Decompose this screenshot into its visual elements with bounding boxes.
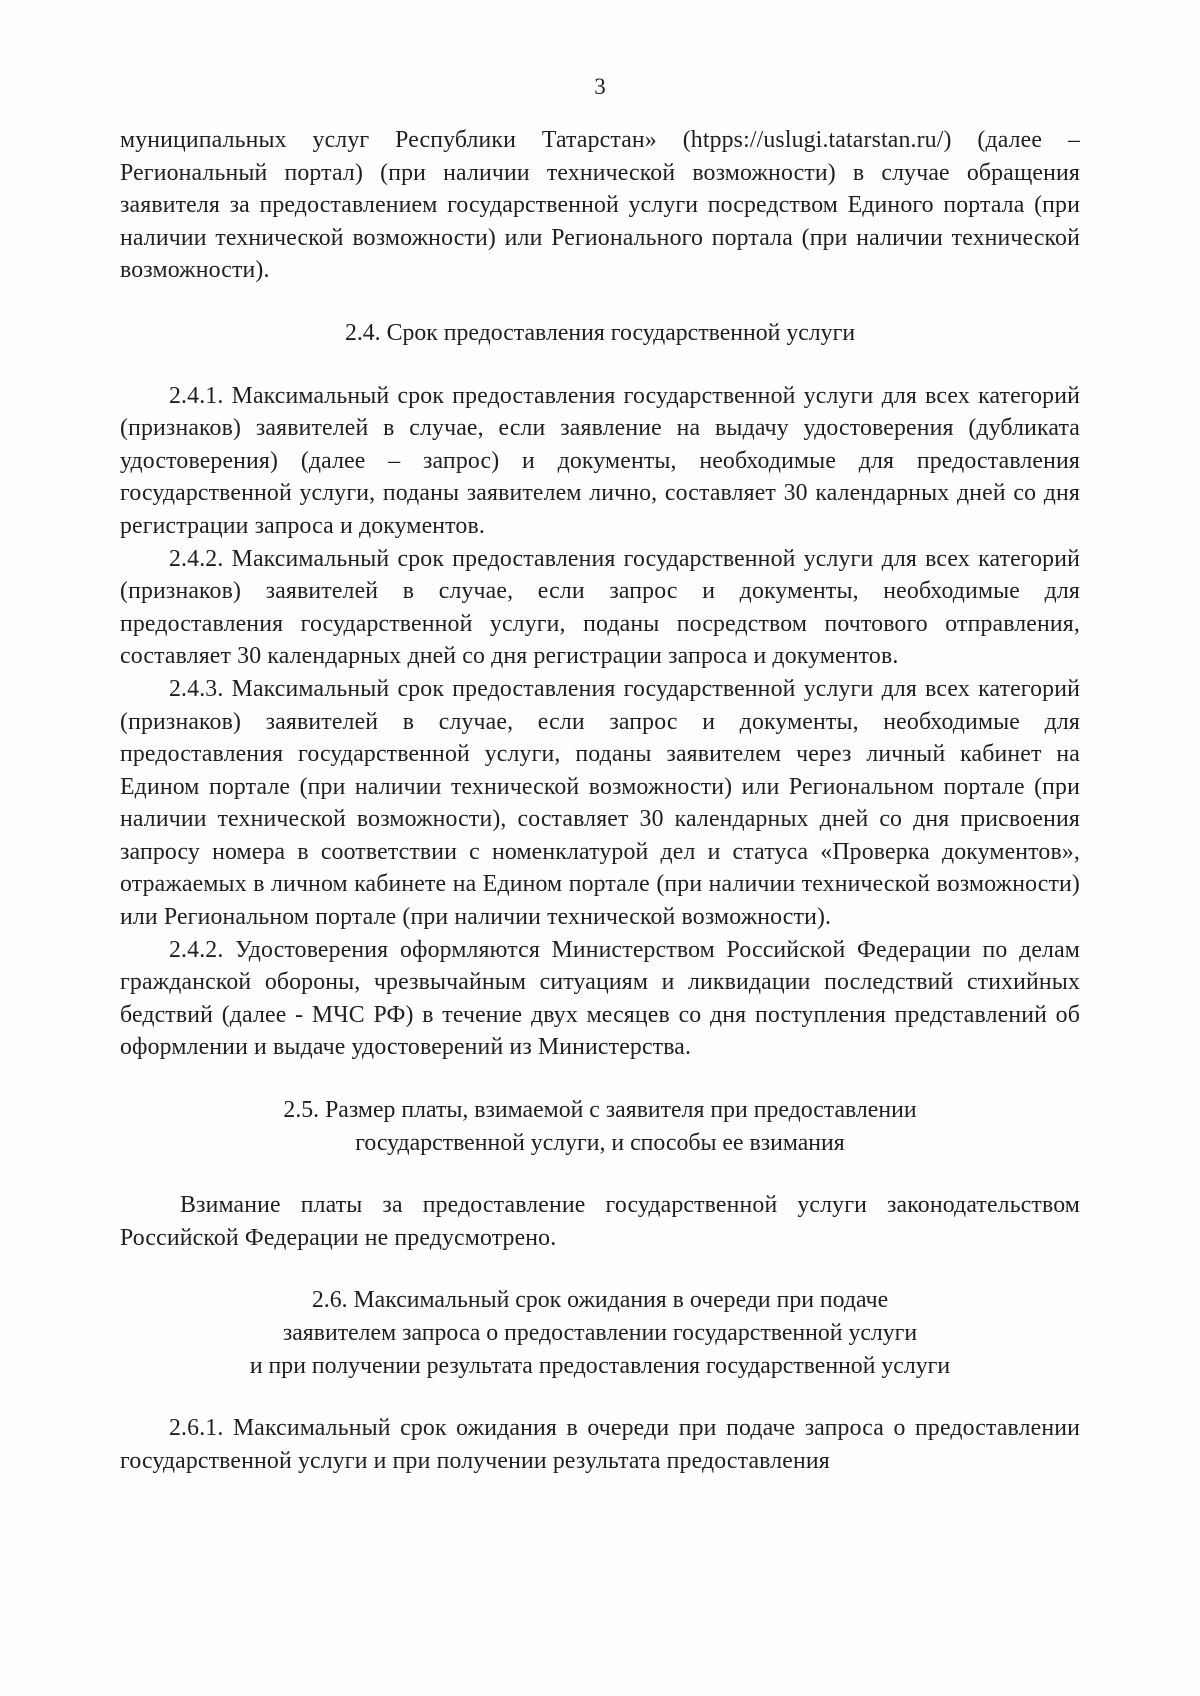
section-2-5-heading-line-1: 2.5. Размер платы, взимаемой с заявителя при предоставлении [283, 1097, 917, 1124]
section-2-6-heading-line-2: заявителем запроса о предоставлении государственной услуги [282, 1320, 918, 1346]
section-2-5-heading-line-2: государственной услуги, и способы ее взимания [355, 1129, 845, 1156]
paragraph-2-4-3: 2.4.3. Максимальный срок предоставления государственной услуги для всех категорий (признаков) заявителей в случае, если запрос и документы, необходимые для предоставления государственной услуги, поданы заявителем через личный кабинет на Едином портале (при наличии технической возможности) или Региональном портале (при наличии технической возможности), составляет 30 календарных дней со дня присвоения запросу номера в соответствии с номенклатурой дел и статуса «Проверка документов», отражаемых в личном кабинете на Едином портале (при наличии технической возможности) или Региональном портале (при наличии технической возможности). [120, 675, 1080, 931]
section-2-4-heading-text: 2.4. Срок предоставления государственной услуги [344, 319, 856, 346]
section-2-5-heading [120, 1094, 1080, 1159]
section-2-4-heading [120, 317, 1080, 350]
intro-paragraph: муниципальных услуг Республики Татарстан» (htpps://uslugi.tatarstan.ru/) (далее – Региональный портал) (при наличии технической возможности) в случае обращения заявителя за предоставлением государственной услуги посредством Единого портала (при наличии технической возможности) или Регионального портала (при наличии технической возможности). [120, 127, 1080, 284]
paragraph-2-4-2-repeat: 2.4.2. Удостоверения оформляются Министерством Российской Федерации по делам гражданской обороны, чрезвычайным ситуациям и ликвидации последствий стихийных бедствий (далее - МЧС РФ) в течение двух месяцев со дня поступления представлений об оформлении и выдаче удостоверений из Министерства. [120, 936, 1080, 1061]
paragraph-2-6-1: 2.6.1. Максимальный срок ожидания в очереди при подаче запроса о предоставлении государственной услуги и при получении результата предоставления [120, 1415, 1080, 1474]
page-number: 3 [594, 74, 606, 99]
paragraph-2-4-1: 2.4.1. Максимальный срок предоставления государственной услуги для всех категорий (признаков) заявителей в случае, если заявление на выдачу удостоверения (дубликата удостоверения) (далее – запрос) и документы, необходимые для предоставления государственной услуги, поданы заявителем лично, составляет 30 календарных дней со дня регистрации запроса и документов. [120, 382, 1080, 539]
section-2-6-heading [120, 1284, 1080, 1382]
paragraph-2-5: Взимание платы за предоставление государственной услуги законодательством Российской Федерации не предусмотрено. [120, 1192, 1080, 1251]
document-body [120, 124, 1080, 1477]
section-2-6-heading-line-1: 2.6. Максимальный срок ожидания в очереди при подаче [311, 1287, 889, 1314]
section-2-6-heading-line-3: и при получении результата предоставления государственной услуги [249, 1352, 951, 1379]
paragraph-2-4-2: 2.4.2. Максимальный срок предоставления государственной услуги для всех категорий (признаков) заявителей в случае, если запрос и документы, необходимые для предоставления государственной услуги, поданы посредством почтового отправления, составляет 30 календарных дней со дня регистрации запроса и документов. [120, 545, 1080, 670]
